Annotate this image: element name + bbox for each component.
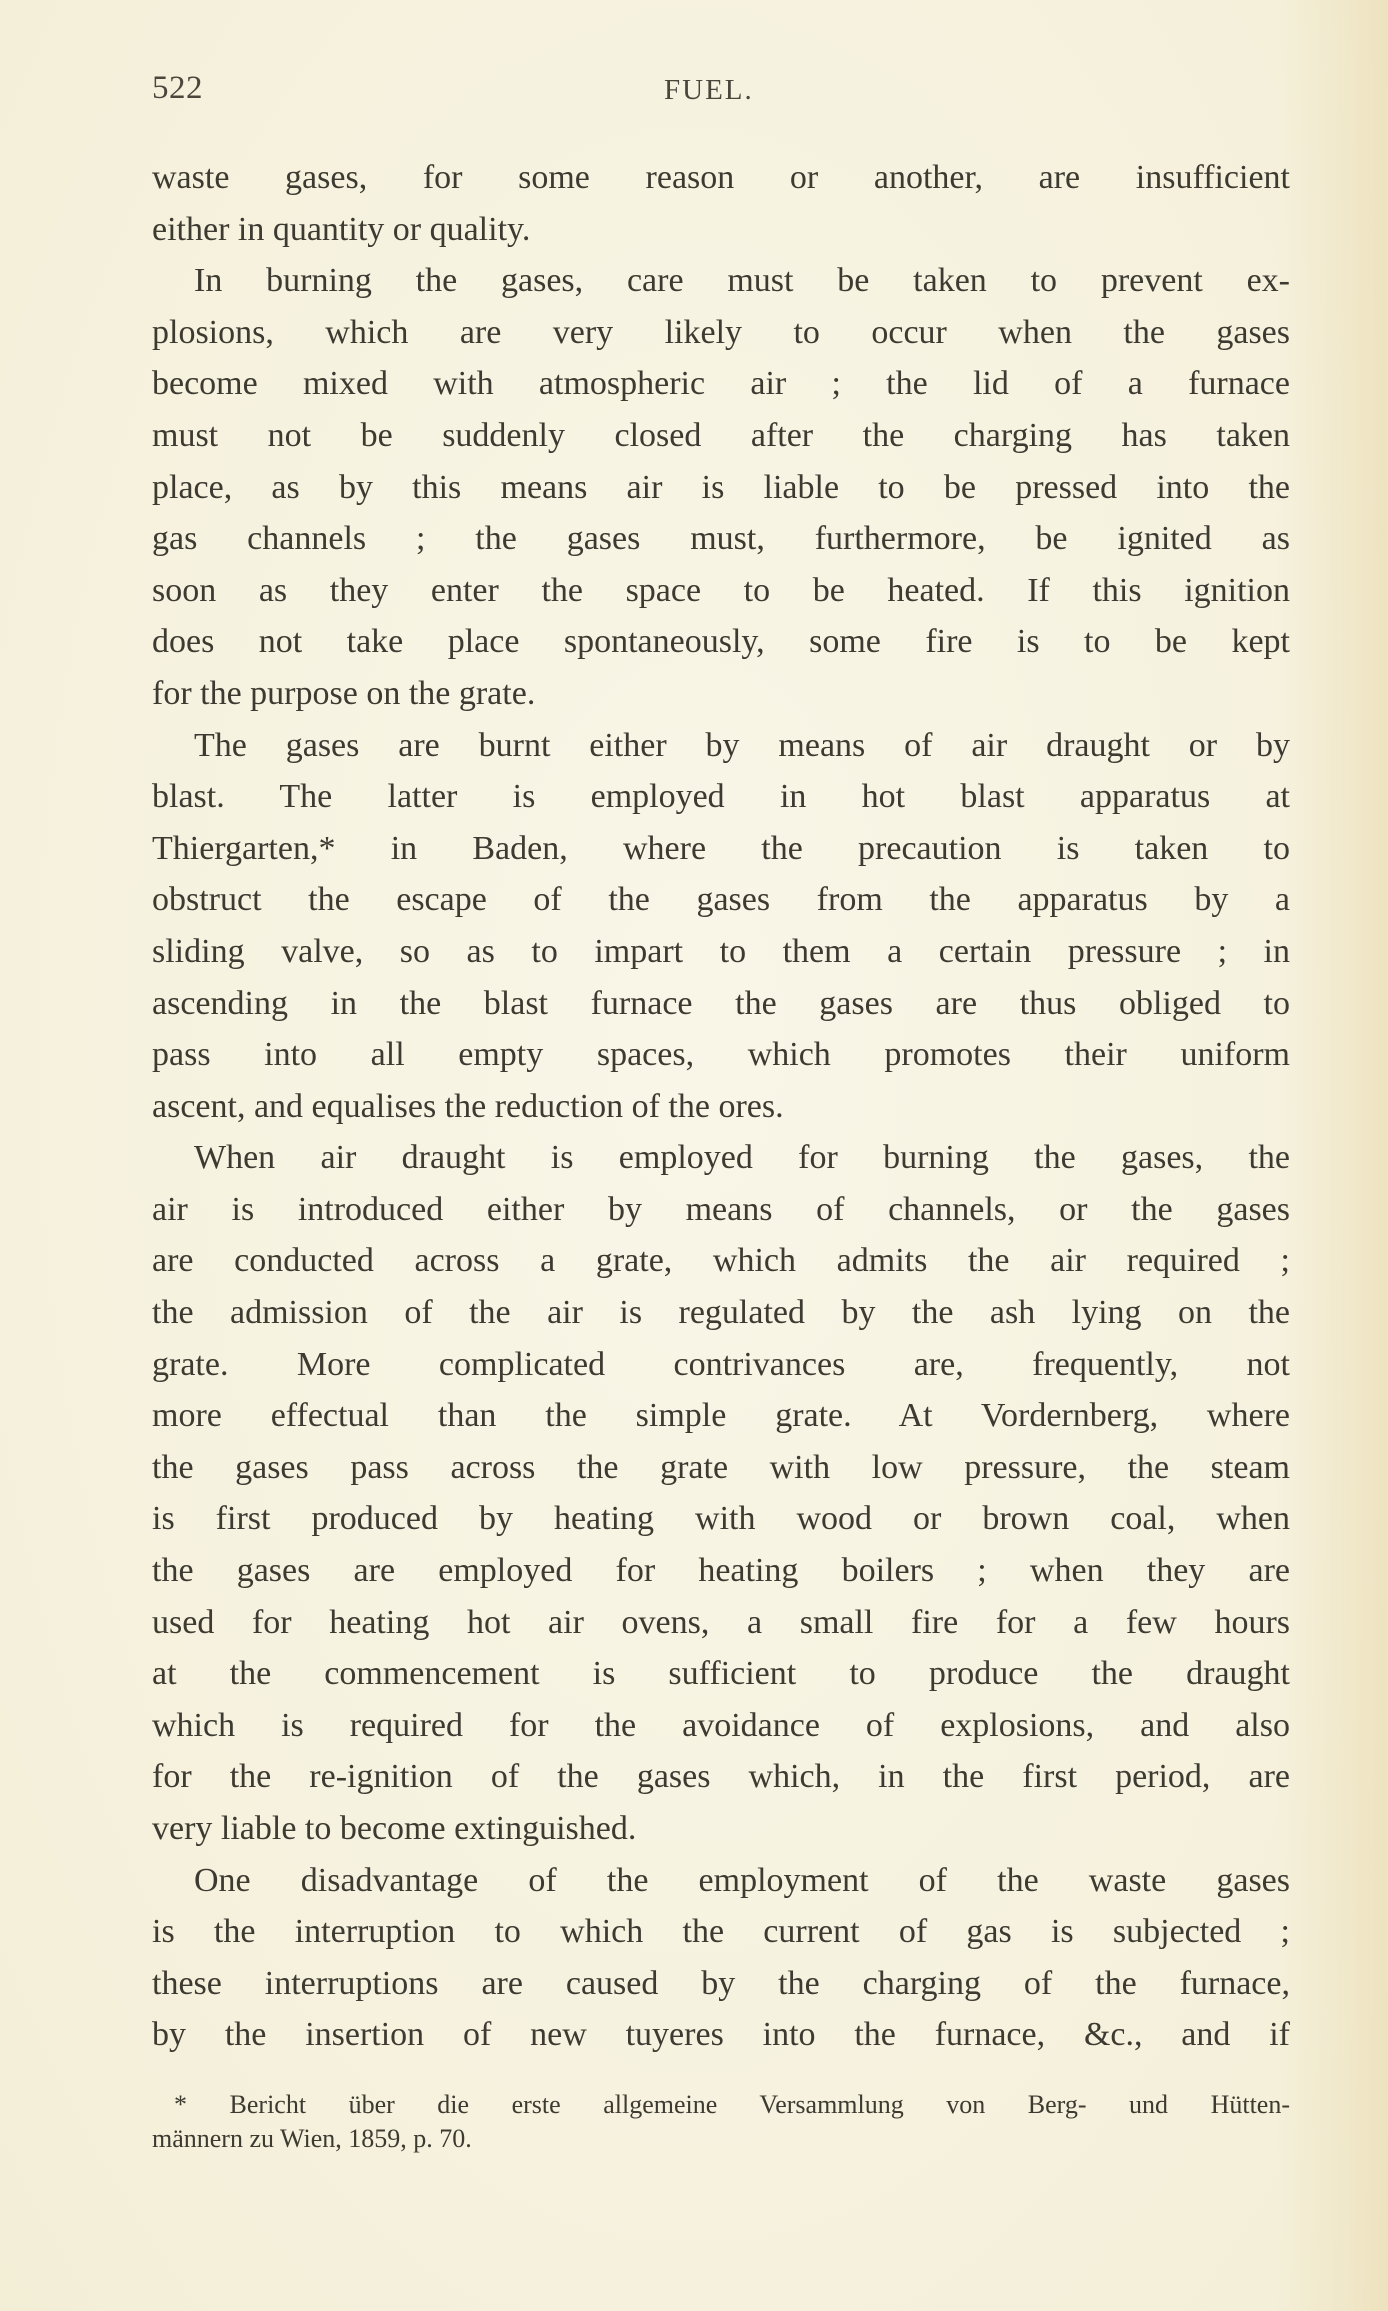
text-line: must not be suddenly closed after the charging has taken: [152, 416, 1290, 454]
text-line: place, as by this means air is liable to be pressed into the: [152, 468, 1290, 506]
text-line: more effectual than the simple grate. At Vordernberg, where: [152, 1397, 1290, 1435]
text-line: plosions, which are very likely to occur when the gases: [152, 313, 1290, 351]
text-line: for the purpose on the grate.: [152, 674, 536, 712]
text-line: ascending in the blast furnace the gases are thus obliged to: [152, 984, 1290, 1022]
text-line: grate. More complicated contrivances are, frequently, not: [152, 1345, 1290, 1383]
text-line: the admission of the air is regulated by the ash lying on the: [152, 1294, 1290, 1332]
text-line: used for heating hot air ovens, a small fire for a few hours: [152, 1603, 1290, 1641]
text-line: air is introduced either by means of channels, or the gases: [152, 1190, 1290, 1228]
body-text: [152, 152, 1290, 2061]
text-line: the gases pass across the grate with low pressure, the steam: [152, 1448, 1290, 1486]
text-line: by the insertion of new tuyeres into the furnace, &c., and if: [152, 2016, 1290, 2054]
paragraph-first-line: One disadvantage of the employment of the waste gases: [194, 1861, 1290, 1899]
text-line: these interruptions are caused by the charging of the furnace,: [152, 1964, 1290, 2002]
footnote-line: männern zu Wien, 1859, p. 70.: [152, 2124, 472, 2153]
text-line: are conducted across a grate, which admits the air required ;: [152, 1242, 1290, 1280]
text-line: at the commencement is sufficient to produce the draught: [152, 1655, 1290, 1693]
text-line: is first produced by heating with wood or brown coal, when: [152, 1500, 1290, 1538]
paragraph-first-line: In burning the gases, care must be taken to prevent ex-: [194, 262, 1290, 300]
footnote-line: * Bericht über die erste allgemeine Versammlung von Berg- und Hütten-: [174, 2090, 1290, 2119]
paragraph-first-line: When air draught is employed for burning the gases, the: [194, 1139, 1290, 1177]
text-line: Thiergarten,* in Baden, where the precaution is taken to: [152, 829, 1290, 867]
text-line: become mixed with atmospheric air ; the lid of a furnace: [152, 365, 1290, 403]
text-line: is the interruption to which the current of gas is subjected ;: [152, 1913, 1290, 1951]
footnote: [152, 2088, 1290, 2156]
text-line: waste gases, for some reason or another, are insufficient: [152, 159, 1290, 196]
running-head: [152, 70, 1292, 114]
text-line: pass into all empty spaces, which promotes their uniform: [152, 1036, 1290, 1074]
page-number: 522: [152, 70, 203, 106]
text-line: which is required for the avoidance of explosions, and also: [152, 1706, 1290, 1744]
text-line: obstruct the escape of the gases from the apparatus by a: [152, 881, 1290, 919]
text-line: soon as they enter the space to be heated. If this ignition: [152, 571, 1290, 609]
running-head-title: FUEL.: [664, 74, 754, 106]
text-line: ascent, and equalises the reduction of the ores.: [152, 1087, 784, 1125]
paragraph-first-line: The gases are burnt either by means of air draught or by: [194, 726, 1290, 764]
text-line: blast. The latter is employed in hot blast apparatus at: [152, 778, 1290, 816]
text-line: very liable to become extinguished.: [152, 1810, 637, 1847]
text-line: the gases are employed for heating boilers ; when they are: [152, 1552, 1290, 1590]
text-line: for the re-ignition of the gases which, in the first period, are: [152, 1758, 1290, 1796]
text-line: gas channels ; the gases must, furthermore, be ignited as: [152, 520, 1290, 558]
text-line: does not take place spontaneously, some fire is to be kept: [152, 623, 1290, 661]
text-line: either in quantity or quality.: [152, 210, 531, 248]
text-line: sliding valve, so as to impart to them a certain pressure ; in: [152, 932, 1290, 970]
